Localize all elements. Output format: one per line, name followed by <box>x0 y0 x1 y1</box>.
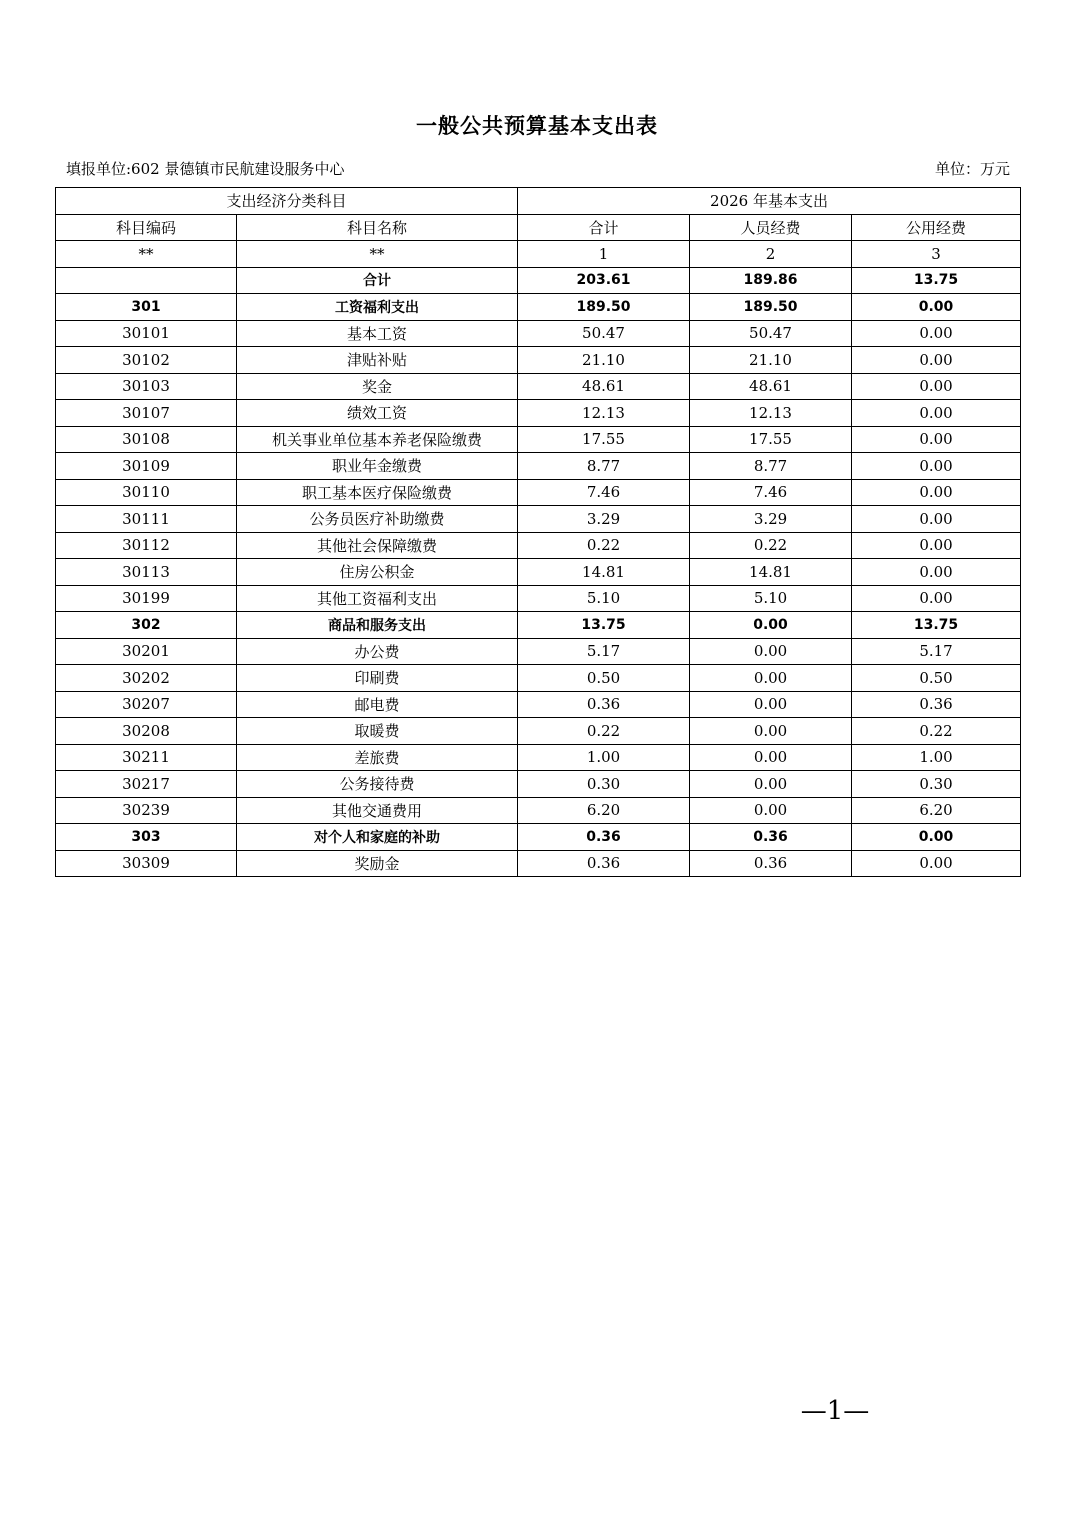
table-row <box>56 506 1021 533</box>
row-personnel-cell: 0.00 <box>690 612 852 639</box>
row-total-cell: 13.75 <box>518 612 690 639</box>
row-total-cell: 3.29 <box>518 506 690 533</box>
table-row <box>56 612 1021 639</box>
row-public-cell: 0.00 <box>852 373 1021 400</box>
row-personnel-cell: 0.00 <box>690 797 852 824</box>
row-personnel-cell: 189.50 <box>690 294 852 321</box>
row-public-cell: 0.00 <box>852 850 1021 877</box>
page-number: —1— <box>800 1396 870 1426</box>
row-name-cell: 津贴补贴 <box>237 347 518 374</box>
row-public-cell: 0.00 <box>852 824 1021 851</box>
row-total-cell: 5.17 <box>518 638 690 665</box>
row-name-cell: 奖励金 <box>237 850 518 877</box>
row-name-cell: 商品和服务支出 <box>237 612 518 639</box>
column-header-personnel: 人员经费 <box>690 214 852 241</box>
row-total-cell: 0.36 <box>518 691 690 718</box>
row-personnel-cell: 21.10 <box>690 347 852 374</box>
row-code-cell: 301 <box>56 294 237 321</box>
row-public-cell: 1.00 <box>852 744 1021 771</box>
table-row <box>56 797 1021 824</box>
row-public-cell: 0.22 <box>852 718 1021 745</box>
row-total-cell: 7.46 <box>518 479 690 506</box>
table-row <box>56 850 1021 877</box>
row-name-cell: 职业年金缴费 <box>237 453 518 480</box>
row-name-cell: 对个人和家庭的补助 <box>237 824 518 851</box>
row-code-cell: 30101 <box>56 320 237 347</box>
row-name-cell: 工资福利支出 <box>237 294 518 321</box>
index-cell: ** <box>237 241 518 268</box>
row-public-cell: 0.00 <box>852 400 1021 427</box>
row-code-cell: 30102 <box>56 347 237 374</box>
row-public-cell: 0.36 <box>852 691 1021 718</box>
row-personnel-cell: 189.86 <box>690 267 852 294</box>
row-personnel-cell: 0.00 <box>690 691 852 718</box>
row-name-cell: 其他交通费用 <box>237 797 518 824</box>
row-name-cell: 办公费 <box>237 638 518 665</box>
row-name-cell: 奖金 <box>237 373 518 400</box>
row-personnel-cell: 0.00 <box>690 744 852 771</box>
row-total-cell: 21.10 <box>518 347 690 374</box>
page-title: 一般公共预算基本支出表 <box>416 113 658 138</box>
row-code-cell: 302 <box>56 612 237 639</box>
row-personnel-cell: 0.00 <box>690 665 852 692</box>
row-name-cell: 职工基本医疗保险缴费 <box>237 479 518 506</box>
currency-unit: 单位：万元 <box>934 160 1010 178</box>
row-name-cell: 印刷费 <box>237 665 518 692</box>
header-group-left: 支出经济分类科目 <box>56 188 518 215</box>
row-name-cell: 取暖费 <box>237 718 518 745</box>
row-total-cell: 0.36 <box>518 824 690 851</box>
row-public-cell: 0.00 <box>852 426 1021 453</box>
row-total-cell: 0.50 <box>518 665 690 692</box>
row-name-cell: 基本工资 <box>237 320 518 347</box>
index-cell: 3 <box>852 241 1021 268</box>
row-total-cell: 12.13 <box>518 400 690 427</box>
row-code-cell: 30109 <box>56 453 237 480</box>
index-cell: 2 <box>690 241 852 268</box>
row-code-cell: 30201 <box>56 638 237 665</box>
table-row <box>56 426 1021 453</box>
row-public-cell: 0.00 <box>852 532 1021 559</box>
row-code-cell: 30103 <box>56 373 237 400</box>
row-public-cell: 0.00 <box>852 294 1021 321</box>
row-public-cell: 0.00 <box>852 453 1021 480</box>
row-total-cell: 0.36 <box>518 850 690 877</box>
table-row <box>56 824 1021 851</box>
column-header-name: 科目名称 <box>237 214 518 241</box>
column-header-code: 科目编码 <box>56 214 237 241</box>
row-name-cell: 邮电费 <box>237 691 518 718</box>
row-personnel-cell: 7.46 <box>690 479 852 506</box>
row-personnel-cell: 14.81 <box>690 559 852 586</box>
row-code-cell: 30309 <box>56 850 237 877</box>
row-code-cell: 30112 <box>56 532 237 559</box>
row-personnel-cell: 12.13 <box>690 400 852 427</box>
table-row <box>56 532 1021 559</box>
row-public-cell: 13.75 <box>852 267 1021 294</box>
row-code-cell: 303 <box>56 824 237 851</box>
table-row <box>56 559 1021 586</box>
table-row <box>56 453 1021 480</box>
row-public-cell: 13.75 <box>852 612 1021 639</box>
row-personnel-cell: 3.29 <box>690 506 852 533</box>
row-personnel-cell: 0.36 <box>690 824 852 851</box>
row-code-cell: 30111 <box>56 506 237 533</box>
row-public-cell: 0.00 <box>852 320 1021 347</box>
table-row <box>56 347 1021 374</box>
row-name-cell: 住房公积金 <box>237 559 518 586</box>
row-total-cell: 8.77 <box>518 453 690 480</box>
row-public-cell: 0.30 <box>852 771 1021 798</box>
row-code-cell: 30107 <box>56 400 237 427</box>
index-row <box>56 241 1021 268</box>
table-row <box>56 373 1021 400</box>
row-personnel-cell: 8.77 <box>690 453 852 480</box>
row-name-cell: 差旅费 <box>237 744 518 771</box>
row-code-cell: 30217 <box>56 771 237 798</box>
row-name-cell: 机关事业单位基本养老保险缴费 <box>237 426 518 453</box>
row-total-cell: 0.22 <box>518 718 690 745</box>
table-row <box>56 400 1021 427</box>
table-row <box>56 691 1021 718</box>
row-personnel-cell: 0.36 <box>690 850 852 877</box>
row-personnel-cell: 50.47 <box>690 320 852 347</box>
row-total-cell: 50.47 <box>518 320 690 347</box>
row-total-cell: 48.61 <box>518 373 690 400</box>
filler-unit: 填报单位:602 景德镇市民航建设服务中心 <box>66 160 345 178</box>
row-total-cell: 1.00 <box>518 744 690 771</box>
row-code-cell: 30113 <box>56 559 237 586</box>
table-row <box>56 320 1021 347</box>
table-row <box>56 638 1021 665</box>
table-row <box>56 479 1021 506</box>
column-header-public: 公用经费 <box>852 214 1021 241</box>
row-code-cell: 30239 <box>56 797 237 824</box>
row-total-cell: 17.55 <box>518 426 690 453</box>
row-name-cell: 公务员医疗补助缴费 <box>237 506 518 533</box>
row-public-cell: 0.00 <box>852 506 1021 533</box>
document-meta <box>66 158 1010 180</box>
row-code-cell: 30207 <box>56 691 237 718</box>
row-code-cell: 30199 <box>56 585 237 612</box>
row-total-cell: 0.22 <box>518 532 690 559</box>
row-code-cell: 30108 <box>56 426 237 453</box>
budget-table <box>55 187 1021 877</box>
row-total-cell: 14.81 <box>518 559 690 586</box>
table-row <box>56 665 1021 692</box>
row-total-cell: 0.30 <box>518 771 690 798</box>
row-personnel-cell: 0.00 <box>690 718 852 745</box>
row-code-cell: 30202 <box>56 665 237 692</box>
row-public-cell: 0.00 <box>852 347 1021 374</box>
row-code-cell: 30208 <box>56 718 237 745</box>
row-total-cell: 189.50 <box>518 294 690 321</box>
table-row <box>56 267 1021 294</box>
row-personnel-cell: 0.00 <box>690 638 852 665</box>
index-cell: ** <box>56 241 237 268</box>
row-name-cell: 其他工资福利支出 <box>237 585 518 612</box>
row-name-cell: 绩效工资 <box>237 400 518 427</box>
table-row <box>56 718 1021 745</box>
row-personnel-cell: 17.55 <box>690 426 852 453</box>
table-row <box>56 771 1021 798</box>
row-personnel-cell: 0.22 <box>690 532 852 559</box>
row-public-cell: 0.00 <box>852 585 1021 612</box>
column-header-row <box>56 214 1021 241</box>
table-row <box>56 585 1021 612</box>
column-header-total: 合计 <box>518 214 690 241</box>
row-name-cell: 其他社会保障缴费 <box>237 532 518 559</box>
header-group-row <box>56 188 1021 215</box>
row-total-cell: 6.20 <box>518 797 690 824</box>
row-public-cell: 5.17 <box>852 638 1021 665</box>
row-personnel-cell: 48.61 <box>690 373 852 400</box>
index-cell: 1 <box>518 241 690 268</box>
table-row <box>56 744 1021 771</box>
table-row <box>56 294 1021 321</box>
row-code-cell: 30211 <box>56 744 237 771</box>
row-name-cell: 公务接待费 <box>237 771 518 798</box>
row-public-cell: 6.20 <box>852 797 1021 824</box>
row-name-cell: 合计 <box>237 267 518 294</box>
row-public-cell: 0.50 <box>852 665 1021 692</box>
row-personnel-cell: 5.10 <box>690 585 852 612</box>
row-public-cell: 0.00 <box>852 559 1021 586</box>
row-personnel-cell: 0.00 <box>690 771 852 798</box>
row-total-cell: 5.10 <box>518 585 690 612</box>
row-total-cell: 203.61 <box>518 267 690 294</box>
header-group-right: 2026 年基本支出 <box>518 188 1021 215</box>
row-code-cell: 30110 <box>56 479 237 506</box>
row-public-cell: 0.00 <box>852 479 1021 506</box>
row-code-cell <box>56 267 237 294</box>
